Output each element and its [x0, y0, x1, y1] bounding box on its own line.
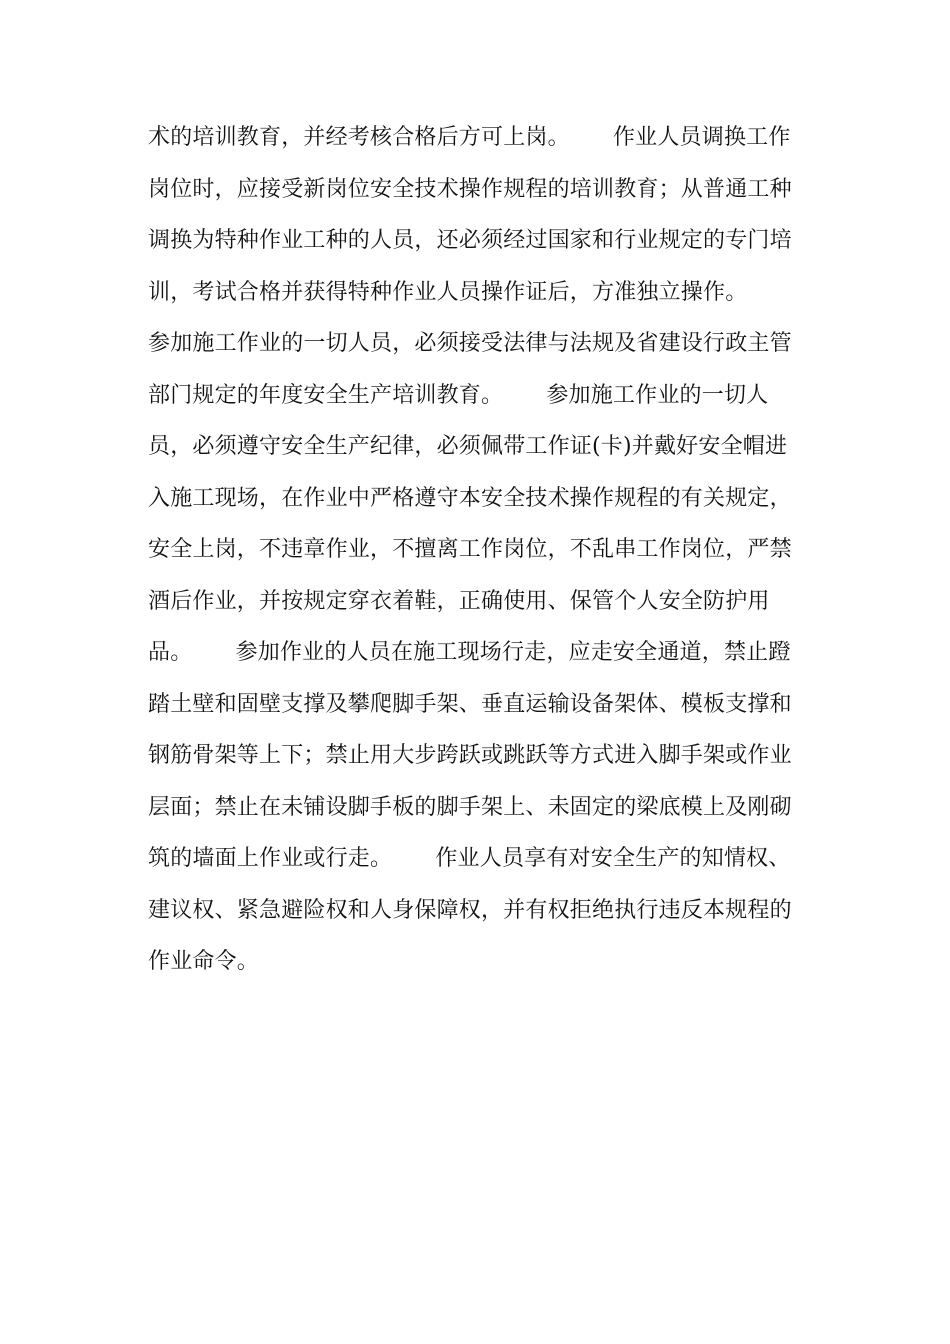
text-line-12: 踏土壁和固壁支撑及攀爬脚手架、垂直运输设备架体、模板支撑和	[148, 691, 792, 717]
text-line-17: 作业命令。	[148, 949, 260, 974]
text-line-8: 入施工现场，在作业中严格遵守本安全技术操作规程的有关规定，	[148, 485, 792, 511]
text-line-4: 训，考试合格并获得特种作业人员操作证后，方准独立操作。	[148, 279, 748, 305]
text-line-3: 调换为特种作业工种的人员，还必须经过国家和行业规定的专门培	[148, 228, 792, 253]
text-line-6: 部门规定的年度安全生产培训教育。 参加施工作业的一切人	[148, 382, 769, 408]
text-line-1: 术的培训教育，并经考核合格后方可上岗。 作业人员调换工作	[148, 125, 791, 150]
text-line-10: 酒后作业，并按规定穿衣着鞋，正确使用、保管个人安全防护用	[148, 588, 770, 614]
text-line-5: 参加施工作业的一切人员，必须接受法律与法规及省建设行政主管	[148, 331, 792, 356]
text-line-15: 筑的墙面上作业或行走。 作业人员享有对安全生产的知情权、	[148, 846, 791, 871]
text-line-11: 品。 参加作业的人员在施工现场行走，应走安全通道，禁止蹬	[148, 640, 791, 665]
text-line-9: 安全上岗，不违章作业，不擅离工作岗位，不乱串工作岗位，严禁	[148, 537, 792, 562]
body-text	[148, 112, 808, 988]
text-line-13: 钢筋骨架等上下；禁止用大步跨跃或跳跃等方式进入脚手架或作业	[148, 743, 792, 768]
text-line-16: 建议权、紧急避险权和人身保障权，并有权拒绝执行违反本规程的	[148, 897, 792, 923]
text-line-2: 岗位时，应接受新岗位安全技术操作规程的培训教育；从普通工种	[148, 176, 792, 202]
text-line-7: 员，必须遵守安全生产纪律，必须佩带工作证(卡)并戴好安全帽进	[148, 434, 788, 459]
text-line-14: 层面；禁止在未铺设脚手板的脚手架上、未固定的梁底模上及刚砌	[148, 794, 792, 820]
